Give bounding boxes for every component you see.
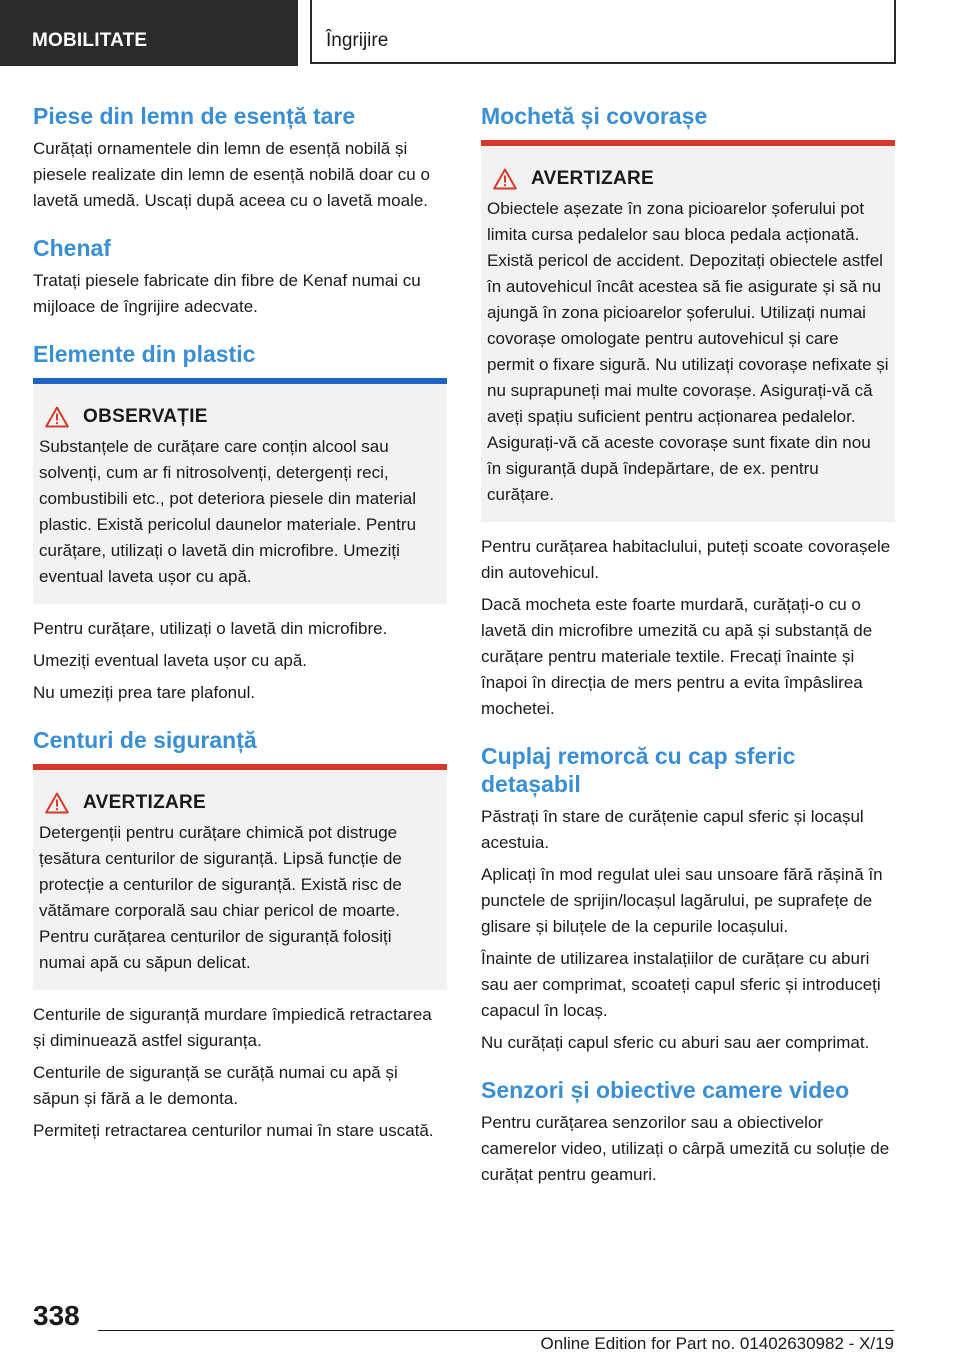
- warning-text: Obiectele așezate în zona picioarelor șoferului pot limita cursa pedalelor sau bloca pedala acționată. Există pericol de accident. Depozitați obiectele astfel în autovehicul încât acestea să fie asigurate și să nu ajungă în zona picioarelor șoferului. Utilizați numai covorașe omologate pentru autovehicul și care permit o fixare sigură. Nu utilizați covorașe nefixate și nu suprapuneți mai multe covorașe. Asigurați-vă că aveți spațiu suficient pentru acționarea pedalelor. Asigurați-vă că aceste covorașe sunt fixate din nou în siguranță după îndepărtare, de ex. pentru curățare.: [487, 199, 889, 504]
- page-number: 338: [33, 1300, 80, 1331]
- hitch-p1: Păstrați în stare de curățenie capul sferic și locașul acestuia.: [481, 807, 864, 852]
- plastic-p2: Umeziți eventual laveta ușor cu apă.: [33, 651, 308, 670]
- heading-sensors: Senzori și obiective camere video: [481, 1077, 850, 1103]
- left-column: [33, 102, 447, 1150]
- notice-title: OBSERVAȚIE: [83, 406, 208, 427]
- page-footer: [0, 1290, 960, 1362]
- warning-triangle-icon: [493, 168, 517, 190]
- warning-header: [45, 790, 441, 816]
- carpet-p2: Dacă mocheta este foarte murdară, curățați-o cu o lavetă din microfibre umezită cu apă și substanță de curățare pentru materiale textile. Frecați înainte și înapoi în direcția de mers pentru a evita împâslirea mochetei.: [481, 595, 873, 718]
- notice-text: Substanțele de curățare care conțin alcool sau solvenți, cum ar fi nitrosolvenți, detergenți reci, combustibili etc., pot deteriora piesele din material plastic. Există pericolul daunelor materiale. Pentru curățare, utilizați o lavetă din microfibre. Umeziți eventual laveta ușor cu apă.: [39, 437, 417, 586]
- sensors-text: Pentru curățarea senzorilor sau a obiectivelor camerelor video, utilizați o cârpă umezită cu soluție de curățat pentru geamuri.: [481, 1113, 890, 1184]
- right-column: [481, 102, 895, 1194]
- kenaf-text: Tratați piesele fabricate din fibre de Kenaf numai cu mijloace de îngrijire adecvate.: [33, 271, 421, 316]
- heading-plastic: Elemente din plastic: [33, 341, 256, 367]
- belts-p2: Centurile de siguranță se curăță numai cu apă și săpun și fără a le demonta.: [33, 1063, 398, 1108]
- notice-header: [45, 404, 441, 430]
- warning-header: [493, 166, 889, 192]
- warning-box-carpet: [481, 140, 895, 522]
- notice-box-plastic: [33, 378, 447, 604]
- warning-box-belts: [33, 764, 447, 990]
- heading-belts: Centuri de siguranță: [33, 727, 257, 753]
- section-title: Îngrijire: [310, 0, 896, 64]
- warning-title: AVERTIZARE: [531, 168, 654, 189]
- hitch-p2: Aplicați în mod regulat ulei sau unsoare fără rășină în punctele de sprijin/locașul lagărului, pe suprafețe de glisare și biluțele de la cepurile locașului.: [481, 865, 883, 936]
- warning-triangle-icon: [45, 792, 69, 814]
- heading-hitch: Cuplaj remorcă cu cap sferic detașabil: [481, 743, 796, 797]
- carpet-p1: Pentru curățarea habitaclului, puteți scoate covorașele din autovehicul.: [481, 537, 891, 582]
- hitch-p4: Nu curățați capul sferic cu aburi sau aer comprimat.: [481, 1033, 870, 1052]
- heading-carpet: Mochetă și covorașe: [481, 103, 708, 129]
- chapter-tab: MOBILITATE: [0, 0, 298, 66]
- warning-text: Detergenții pentru curățare chimică pot distruge țesătura centurilor de siguranță. Lipsă funcție de protecție a centurilor de siguranță. Există risc de vătămare corporală sau chiar pericol de moarte. Pentru curățarea centurilor de siguranță folosiți numai apă cu săpun delicat.: [39, 823, 402, 972]
- page-header: [0, 0, 960, 66]
- edition-note: Online Edition for Part no. 01402630982 - X/19: [540, 1334, 894, 1353]
- hitch-p3: Înainte de utilizarea instalațiilor de curățare cu aburi sau aer comprimat, scoateți capul sferic și introduceți capacul în locaș.: [481, 949, 881, 1020]
- warning-triangle-icon: [45, 406, 69, 428]
- warning-title: AVERTIZARE: [83, 792, 206, 813]
- heading-wood: Piese din lemn de esență tare: [33, 103, 356, 129]
- plastic-p1: Pentru curățare, utilizați o lavetă din microfibre.: [33, 619, 388, 638]
- belts-p3: Permiteți retractarea centurilor numai în stare uscată.: [33, 1121, 434, 1140]
- plastic-p3: Nu umeziți prea tare plafonul.: [33, 683, 256, 702]
- footer-rule: [98, 1330, 894, 1331]
- wood-text: Curățați ornamentele din lemn de esență nobilă și piesele realizate din lemn de esență nobilă doar cu o lavetă umedă. Uscați după aceea cu o lavetă moale.: [33, 139, 430, 210]
- belts-p1: Centurile de siguranță murdare împiedică retractarea și diminuează astfel siguranța.: [33, 1005, 432, 1050]
- heading-kenaf: Chenaf: [33, 235, 111, 261]
